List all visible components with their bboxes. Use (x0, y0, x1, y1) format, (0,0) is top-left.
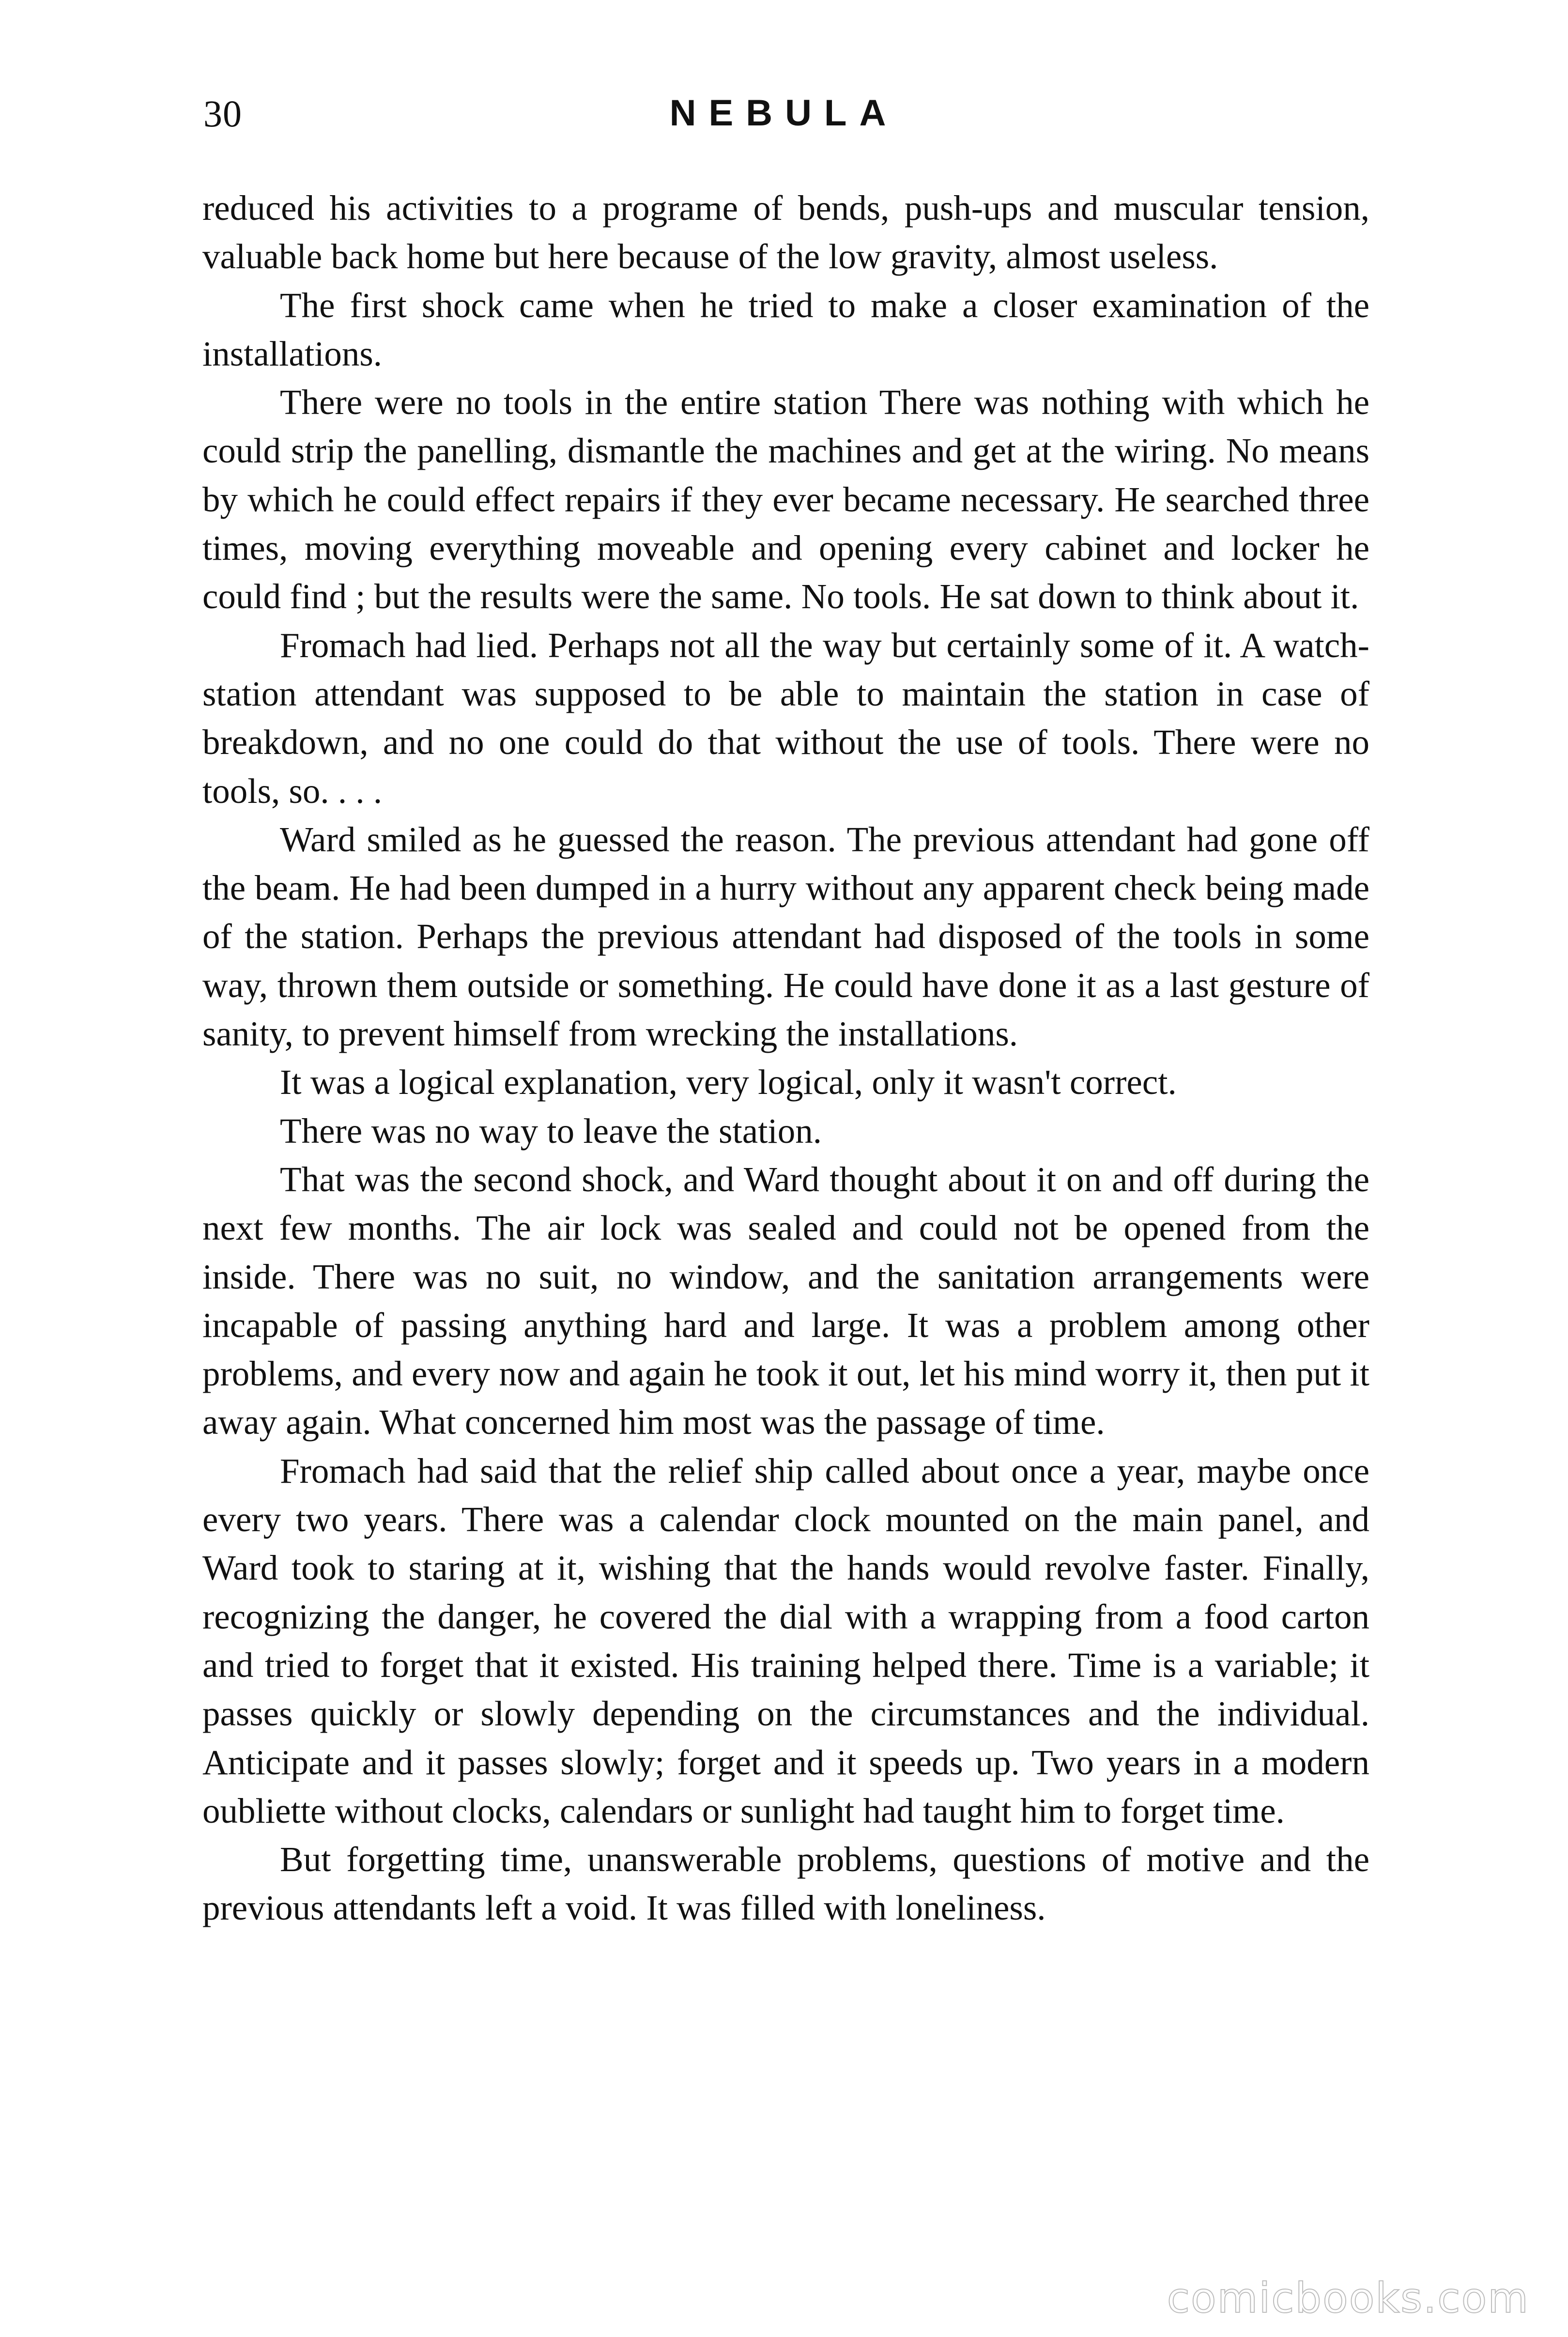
paragraph: Ward smiled as he guessed the reason. The previous attendant had gone off the beam. He had been dumped in a hurry without any apparent check being made of the station. Perhaps the previous attendant had disposed of the tools in some way, thrown them outside or something. He could have done it as a last gesture of sanity, to prevent himself from wrecking the installations. (202, 819, 1369, 1054)
paragraph: Fromach had said that the relief ship called about once a year, maybe once every two years. There was a calendar clock mounted on the main panel, and Ward took to staring at it, wishing that the hands would revolve faster. Finally, recognizing the danger, he covered the dial with a wrapping from a food carton and tried to forget that it existed. His training helped there. Time is a variable; it passes quickly or slowly depending on the circumstances and the individual. Anticipate and it passes slowly; forget and it speeds up. Two years in a modern oubliette without clocks, calendars or sunlight had taught him to forget time. (202, 1451, 1369, 1830)
paragraph: But forgetting time, unanswerable problems, questions of motive and the previous attendants left a void. It was filled with loneliness. (202, 1840, 1369, 1928)
paragraph: Fromach had lied. Perhaps not all the way but certainly some of it. A watch-station attendant was supposed to be able to maintain the station in case of breakdown, and no one could do that without the use of tools. There were no tools, so. . . . (202, 625, 1369, 811)
paragraph: That was the second shock, and Ward thought about it on and off during the next few months. The air lock was sealed and could not be opened from the inside. There was no suit, no window, and the sanitation arrangements were incapable of passing anything hard and large. It was a problem among other problems, and every now and again he took it out, let his mind worry it, then put it away again. What concerned him most was the passage of time. (202, 1159, 1369, 1442)
paragraph: There were no tools in the entire station There was nothing with which he could strip the panelling, dismantle the machines and get at the wiring. No means by which he could effect repairs if they ever became necessary. He searched three times, moving everything moveable and opening every cabinet and locker he could find ; but the results were the same. No tools. He sat down to think about it. (202, 383, 1369, 616)
paragraph: It was a logical explanation, very logical, only it wasn't correct. (280, 1062, 1177, 1102)
watermark: comicbooks.com (1167, 2274, 1529, 2322)
running-title: NEBULA (669, 92, 899, 134)
paragraph: The first shock came when he tried to make a closer examination of the installations. (202, 285, 1369, 373)
paragraph: There was no way to leave the station. (280, 1111, 822, 1151)
paragraph: reduced his activities to a programe of bends, push-ups and muscular tension, valuable back home but here because of the low gravity, almost useless. (202, 188, 1369, 277)
page-number: 30 (203, 92, 242, 135)
body-text (202, 184, 1369, 1933)
